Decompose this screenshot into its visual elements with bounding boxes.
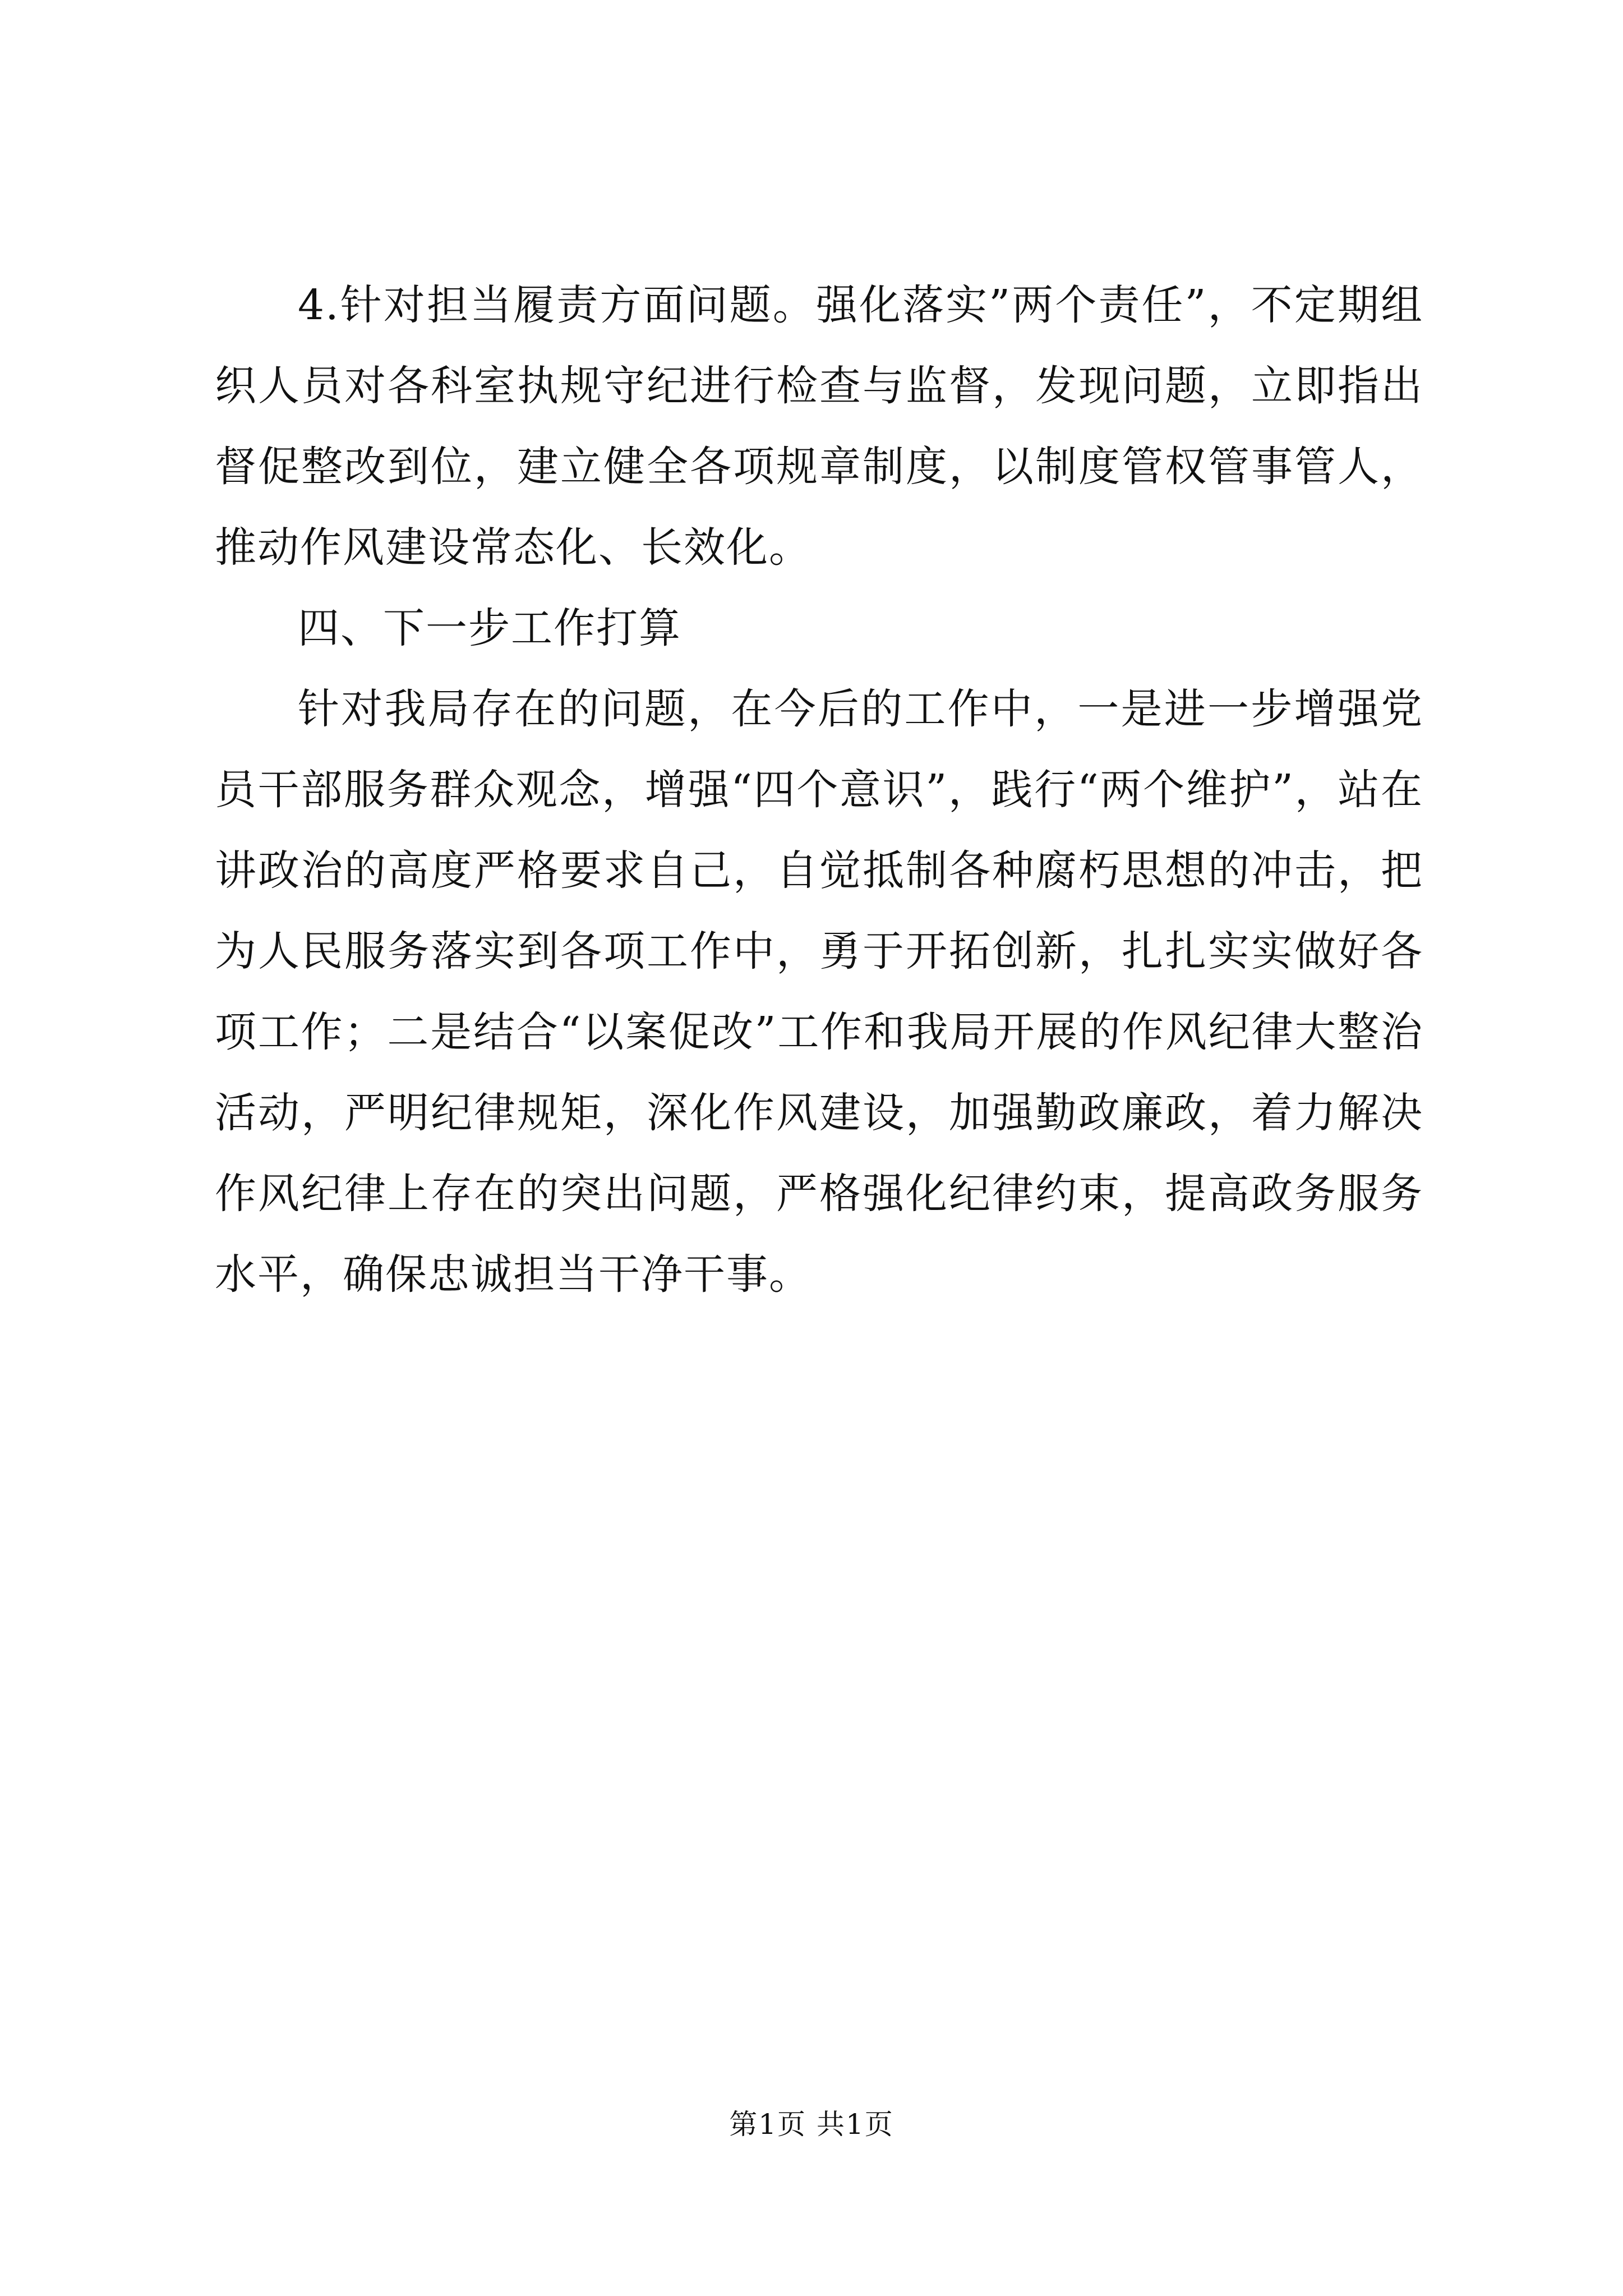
page-footer: 第1页 共1页 <box>729 2108 894 2141</box>
paragraph-responsibility: 4.针对担当履责方面问题。强化落实”两个责任”，不定期组织人员对各科室执规守纪进行检查与监督，发现问题，立即指出督促整改到位，建立健全各项规章制度，以制度管权管事管人，推动作风建设常态化、长效化。 <box>215 281 1423 572</box>
section-heading-next-steps: 四、下一步工作打算 <box>298 604 681 652</box>
paragraph-next-steps: 针对我局存在的问题，在今后的工作中，一是进一步增强党员干部服务群众观念，增强“四个意识”，践行“两个维护”，站在讲政治的高度严格要求自己，自觉抵制各种腐朽思想的冲击，把为人民服务落实到各项工作中，勇于开拓创新，扎扎实实做好各项工作；二是结合“以案促改”工作和我局开展的作风纪律大整治活动，严明纪律规矩，深化作风建设，加强勤政廉政，着力解决作风纪律上存在的突出问题，严格强化纪律约束，提高政务服务水平，确保忠诚担当干净干事。 <box>215 685 1423 1299</box>
document-body <box>215 265 1423 1315</box>
